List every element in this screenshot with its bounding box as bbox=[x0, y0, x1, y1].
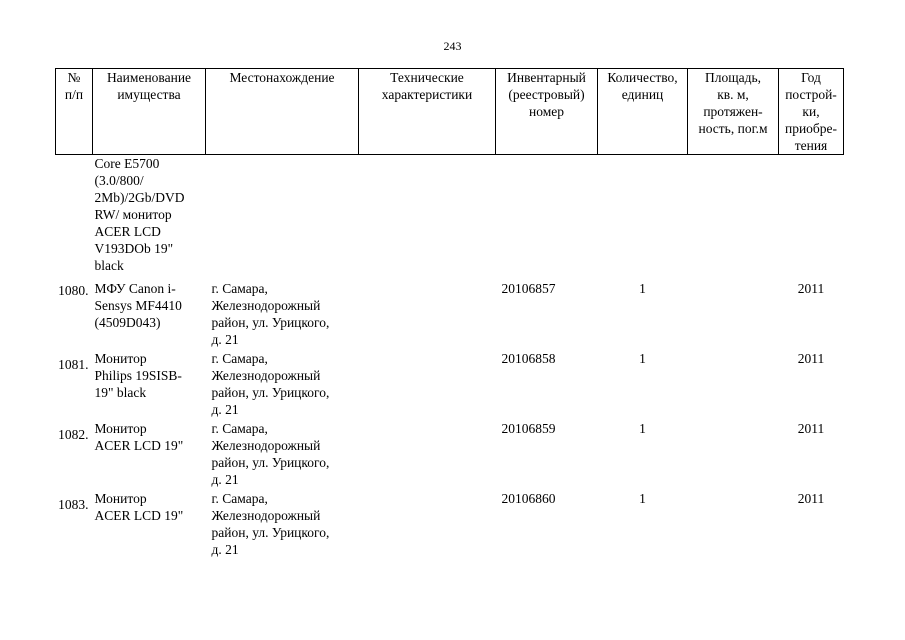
cell-line: район, ул. Урицкого, bbox=[211, 385, 330, 400]
item-specs bbox=[359, 348, 496, 418]
page-number: 243 bbox=[443, 39, 462, 53]
item-inventory-number: 20106860 bbox=[501, 491, 556, 506]
cell-line: Железнодорожный bbox=[211, 368, 321, 383]
cell-line: Philips 19SISB- bbox=[94, 368, 182, 383]
cell-line: black bbox=[94, 258, 124, 273]
cell-line: приобре- bbox=[784, 121, 838, 136]
item-area bbox=[688, 348, 779, 418]
cell-line: Технические bbox=[390, 70, 464, 85]
row-number: 1083. bbox=[58, 497, 89, 512]
cell-line: Год bbox=[801, 70, 821, 85]
cell-line: ки, bbox=[802, 104, 820, 119]
continuation-empty-year bbox=[779, 155, 844, 275]
cell-line: (4509D043) bbox=[94, 315, 161, 330]
continuation-empty-inventory bbox=[496, 155, 598, 275]
item-location bbox=[206, 274, 359, 348]
item-quantity: 1 bbox=[639, 281, 646, 296]
cell-line: район, ул. Урицкого, bbox=[211, 455, 330, 470]
continuation-empty-quantity bbox=[598, 155, 688, 275]
item-year: 2011 bbox=[797, 281, 825, 296]
cell-line: МФУ Canon i- bbox=[94, 281, 176, 296]
cell-line: кв. м, bbox=[717, 87, 749, 102]
table-row bbox=[56, 418, 844, 488]
cell-line: номер bbox=[528, 104, 564, 119]
item-inventory-number: 20106858 bbox=[501, 351, 556, 366]
item-area bbox=[688, 488, 779, 558]
cell-line: построй- bbox=[785, 87, 837, 102]
cell-line: Sensys MF4410 bbox=[94, 298, 182, 313]
table-body bbox=[56, 155, 844, 559]
continuation-empty-location bbox=[206, 155, 359, 275]
row-number: 1081. bbox=[58, 357, 89, 372]
cell-line: ность, пог.м bbox=[698, 121, 768, 136]
cell-line: Core E5700 bbox=[94, 156, 160, 171]
table-row bbox=[56, 348, 844, 418]
cell-line: д. 21 bbox=[211, 542, 239, 557]
item-year: 2011 bbox=[797, 421, 825, 436]
item-name bbox=[93, 274, 206, 348]
item-quantity: 1 bbox=[639, 491, 646, 506]
item-inventory-number: 20106859 bbox=[501, 421, 556, 436]
header-name bbox=[93, 69, 206, 155]
item-area bbox=[688, 274, 779, 348]
cell-line: тения bbox=[794, 138, 828, 153]
row-number: 1080. bbox=[58, 283, 89, 298]
header-inventory bbox=[496, 69, 598, 155]
cell-line: ACER LCD 19" bbox=[94, 508, 184, 523]
cell-line: Монитор bbox=[94, 491, 147, 506]
header-area bbox=[688, 69, 779, 155]
table-row bbox=[56, 274, 844, 348]
cell-line: (реестровый) bbox=[508, 87, 585, 102]
cell-line: Железнодорожный bbox=[211, 298, 321, 313]
item-area bbox=[688, 418, 779, 488]
cell-line: V193DOb 19" bbox=[94, 241, 174, 256]
cell-line: район, ул. Урицкого, bbox=[211, 315, 330, 330]
cell-line: д. 21 bbox=[211, 332, 239, 347]
cell-line: № bbox=[67, 70, 81, 85]
cell-line: г. Самара, bbox=[211, 351, 268, 366]
item-specs bbox=[359, 274, 496, 348]
header-year bbox=[779, 69, 844, 155]
property-table bbox=[55, 68, 844, 558]
cell-line: 2Mb)/2Gb/DVD bbox=[94, 190, 185, 205]
table-header bbox=[56, 69, 844, 155]
item-inventory-number: 20106857 bbox=[501, 281, 556, 296]
cell-line: Монитор bbox=[94, 421, 147, 436]
item-quantity: 1 bbox=[639, 351, 646, 366]
cell-line: д. 21 bbox=[211, 402, 239, 417]
header-specs bbox=[359, 69, 496, 155]
cell-line: (3.0/800/ bbox=[94, 173, 144, 188]
item-name bbox=[93, 348, 206, 418]
item-year: 2011 bbox=[797, 351, 825, 366]
item-location bbox=[206, 418, 359, 488]
table-row bbox=[56, 488, 844, 558]
cell-line: протяжен- bbox=[703, 104, 763, 119]
cell-line: Площадь, bbox=[704, 70, 762, 85]
item-specs bbox=[359, 418, 496, 488]
cell-line: п/п bbox=[64, 87, 84, 102]
cell-line: Монитор bbox=[94, 351, 147, 366]
cell-line: Наименование bbox=[106, 70, 192, 85]
cell-line: Железнодорожный bbox=[211, 438, 321, 453]
cell-line: ACER LCD 19" bbox=[94, 438, 184, 453]
cell-line: г. Самара, bbox=[211, 491, 268, 506]
cell-line: д. 21 bbox=[211, 472, 239, 487]
item-specs bbox=[359, 488, 496, 558]
row-number: 1082. bbox=[58, 427, 89, 442]
item-location bbox=[206, 488, 359, 558]
header-quantity bbox=[598, 69, 688, 155]
continuation-num bbox=[56, 155, 93, 275]
continuation-empty-area bbox=[688, 155, 779, 275]
item-year: 2011 bbox=[797, 491, 825, 506]
header-num bbox=[56, 69, 93, 155]
cell-line: г. Самара, bbox=[211, 281, 268, 296]
cell-line: район, ул. Урицкого, bbox=[211, 525, 330, 540]
item-name bbox=[93, 418, 206, 488]
item-name bbox=[93, 488, 206, 558]
cell-line: имущества bbox=[117, 87, 181, 102]
cell-line: Количество, bbox=[607, 70, 678, 85]
cell-line: характеристики bbox=[381, 87, 473, 102]
item-quantity: 1 bbox=[639, 421, 646, 436]
cell-line: Инвентарный bbox=[507, 70, 586, 85]
cell-line: Железнодорожный bbox=[211, 508, 321, 523]
continuation-row bbox=[56, 155, 844, 275]
cell-line: RW/ монитор bbox=[94, 207, 172, 222]
cell-line: единиц bbox=[621, 87, 664, 102]
cell-line: 19" black bbox=[94, 385, 147, 400]
cell-line: г. Самара, bbox=[211, 421, 268, 436]
item-location bbox=[206, 348, 359, 418]
continuation-empty-specs bbox=[359, 155, 496, 275]
continuation-name bbox=[93, 155, 206, 275]
header-location bbox=[206, 69, 359, 155]
cell-line: Местонахождение bbox=[229, 70, 335, 85]
cell-line: ACER LCD bbox=[94, 224, 161, 239]
